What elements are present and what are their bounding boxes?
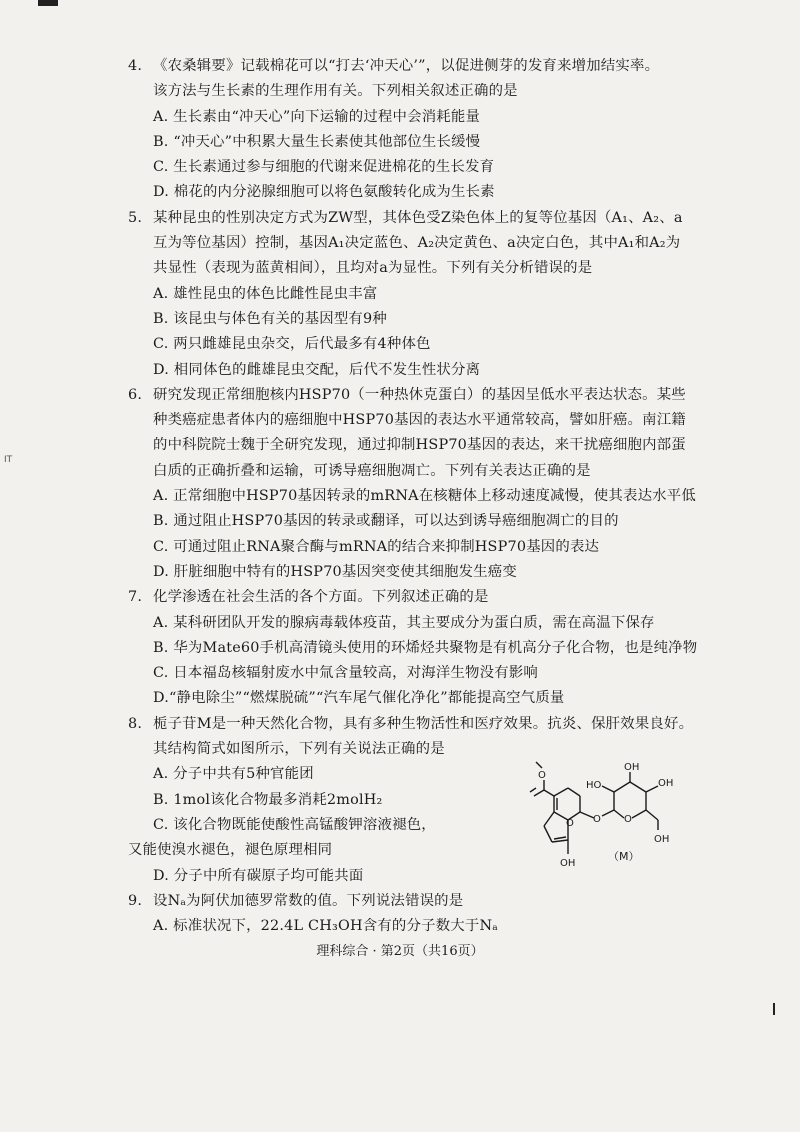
q5-stem-line-3: 共显性（表现为蓝黄相间），且均对a为显性。下列有关分析错误的是: [153, 260, 593, 277]
atom-oh-bottom: OH: [654, 834, 670, 845]
atom-oh-top: OH: [624, 762, 640, 773]
q6-option-c: C. 可通过阻止RNA聚合酶与mRNA的结合来抑制HSP70基因的表达: [153, 538, 600, 555]
molecule-label: （M）: [608, 850, 640, 863]
atom-ho-left: HO: [586, 780, 602, 791]
atom-o-glycosidic: O: [593, 814, 601, 825]
atom-o-glucose: O: [624, 814, 632, 825]
q6-stem-line-3: 的中科院院士魏于全研究发现，通过抑制HSP70基因的表达，来干扰癌细胞内部蛋: [153, 437, 686, 454]
q6-number: 6.: [128, 386, 143, 403]
scan-mark-right: [773, 1003, 775, 1015]
q6-option-d: D. 肝脏细胞中特有的HSP70基因突变使其细胞发生癌变: [153, 563, 517, 580]
q7-option-c: C. 日本福岛核辐射废水中氚含量较高，对海洋生物没有影响: [153, 665, 539, 682]
q6-stem-line-2: 种类癌症患者体内的癌细胞中HSP70基因的表达水平通常较高，譬如肝癌。南江籍: [153, 412, 686, 429]
q9-stem-line-1: 9. 设Nₐ为阿伏加德罗常数的值。下列说法错误的是: [128, 889, 718, 914]
q8-option-b: B. 1mol该化合物最多消耗2molH₂: [153, 791, 383, 808]
q8-stem-line-1: 8. 栀子苷M是一种天然化合物，具有多种生物活性和医疗效果。抗炎、保肝效果良好。: [128, 712, 718, 737]
atom-oh-right: OH: [658, 778, 674, 789]
q5-stem-line-2: 互为等位基因）控制，基因A₁决定蓝色、A₂决定黄色、a决定白色，其中A₁和A₂为: [153, 235, 681, 252]
q4-stem-line-1: [128, 54, 718, 79]
scan-mark-top: [38, 0, 58, 6]
q8-option-a: A. 分子中共有5种官能团: [153, 766, 314, 783]
q5-option-c: C. 两只雌雄昆虫杂交，后代最多有4种体色: [153, 336, 431, 353]
molecule-drawing: [518, 756, 703, 878]
q8-stem-line-2: 其结构简式如图所示，下列有关说法正确的是: [153, 741, 445, 758]
q5-option-a: A. 雄性昆虫的体色比雌性昆虫丰富: [153, 285, 378, 302]
scan-mark-side: IT: [4, 455, 13, 465]
q4-option-c: C. 生长素通过参与细胞的代谢来促进棉花的生长发育: [153, 159, 495, 176]
molecule-structure: [518, 756, 703, 878]
q6-option-a: A. 正常细胞中HSP70基因转录的mRNA在核糖体上移动速度减慢，使其表达水平低: [153, 488, 696, 505]
q6-stem-line-4: 白质的正确折叠和运输，可诱导癌细胞凋亡。下列有关表达正确的是: [153, 462, 591, 479]
q5-option-b: B. 该昆虫与体色有关的基因型有9种: [153, 310, 387, 327]
q4-option-d: D. 棉花的内分泌腺细胞可以将色氨酸转化成为生长素: [153, 184, 495, 201]
q8-option-d: D. 分子中所有碳原子均可能共面: [153, 867, 364, 884]
q9-number: 9.: [128, 892, 143, 909]
q7-stem-line-1: 7. 化学渗透在社会生活的各个方面。下列叙述正确的是: [128, 585, 718, 610]
q6-stem-line-1: 6. 研究发现正常细胞核内HSP70（一种热休克蛋白）的基因呈低水平表达状态。某些: [128, 383, 718, 408]
atom-o-ester: O: [538, 770, 546, 781]
q8-number: 8.: [128, 715, 143, 732]
q7-option-a: A. 某科研团队开发的腺病毒载体疫苗，其主要成分为蛋白质，需在高温下保存: [153, 614, 655, 631]
q8-option-c: C. 该化合物既能使酸性高锰酸钾溶液褪色，: [153, 816, 436, 833]
q7-option-d: D.“静电除尘”“燃煤脱硫”“汽车尾气催化净化”都能提高空气质量: [153, 690, 565, 707]
q4-option-a: A. 生长素由“冲天心”向下运输的过程中会消耗能量: [153, 108, 481, 125]
page-footer: 理科综合 · 第2页（共16页）: [316, 944, 484, 959]
q4-stem-text-1: 《农桑辑要》记载棉花可以“打去‘冲天心’”，以促进侧芽的发育来增加结实率。: [153, 58, 660, 74]
q4-option-b: B. “冲天心”中积累大量生长素使其他部位生长缓慢: [153, 133, 481, 150]
q4-stem-line-2: 该方法与生长素的生理作用有关。下列相关叙述正确的是: [153, 83, 518, 100]
q8-option-c-cont: 又能使溴水褪色，褪色原理相同: [128, 842, 333, 859]
q5-stem-line-1: 5. 某种昆虫的性别决定方式为ZW型，其体色受Z染色体上的复等位基因（A₁、A₂、a: [128, 206, 718, 231]
atom-o-ring: O: [566, 818, 574, 829]
q4-number: 4.: [128, 58, 143, 74]
q5-number: 5.: [128, 209, 143, 226]
q9-option-a: A. 标准状况下，22.4L CH₃OH含有的分子数大于Nₐ: [153, 918, 499, 935]
q7-option-b: B. 华为Mate60手机高清镜头使用的环烯烃共聚物是有机高分子化合物，也是纯净物: [153, 639, 698, 656]
q5-option-d: D. 相同体色的雌雄昆虫交配，后代不发生性状分离: [153, 361, 481, 378]
q7-number: 7.: [128, 589, 143, 606]
q6-option-b: B. 通过阻止HSP70基因的转录或翻译，可以达到诱导癌细胞凋亡的目的: [153, 513, 619, 530]
atom-oh-ch2: OH: [560, 858, 576, 869]
